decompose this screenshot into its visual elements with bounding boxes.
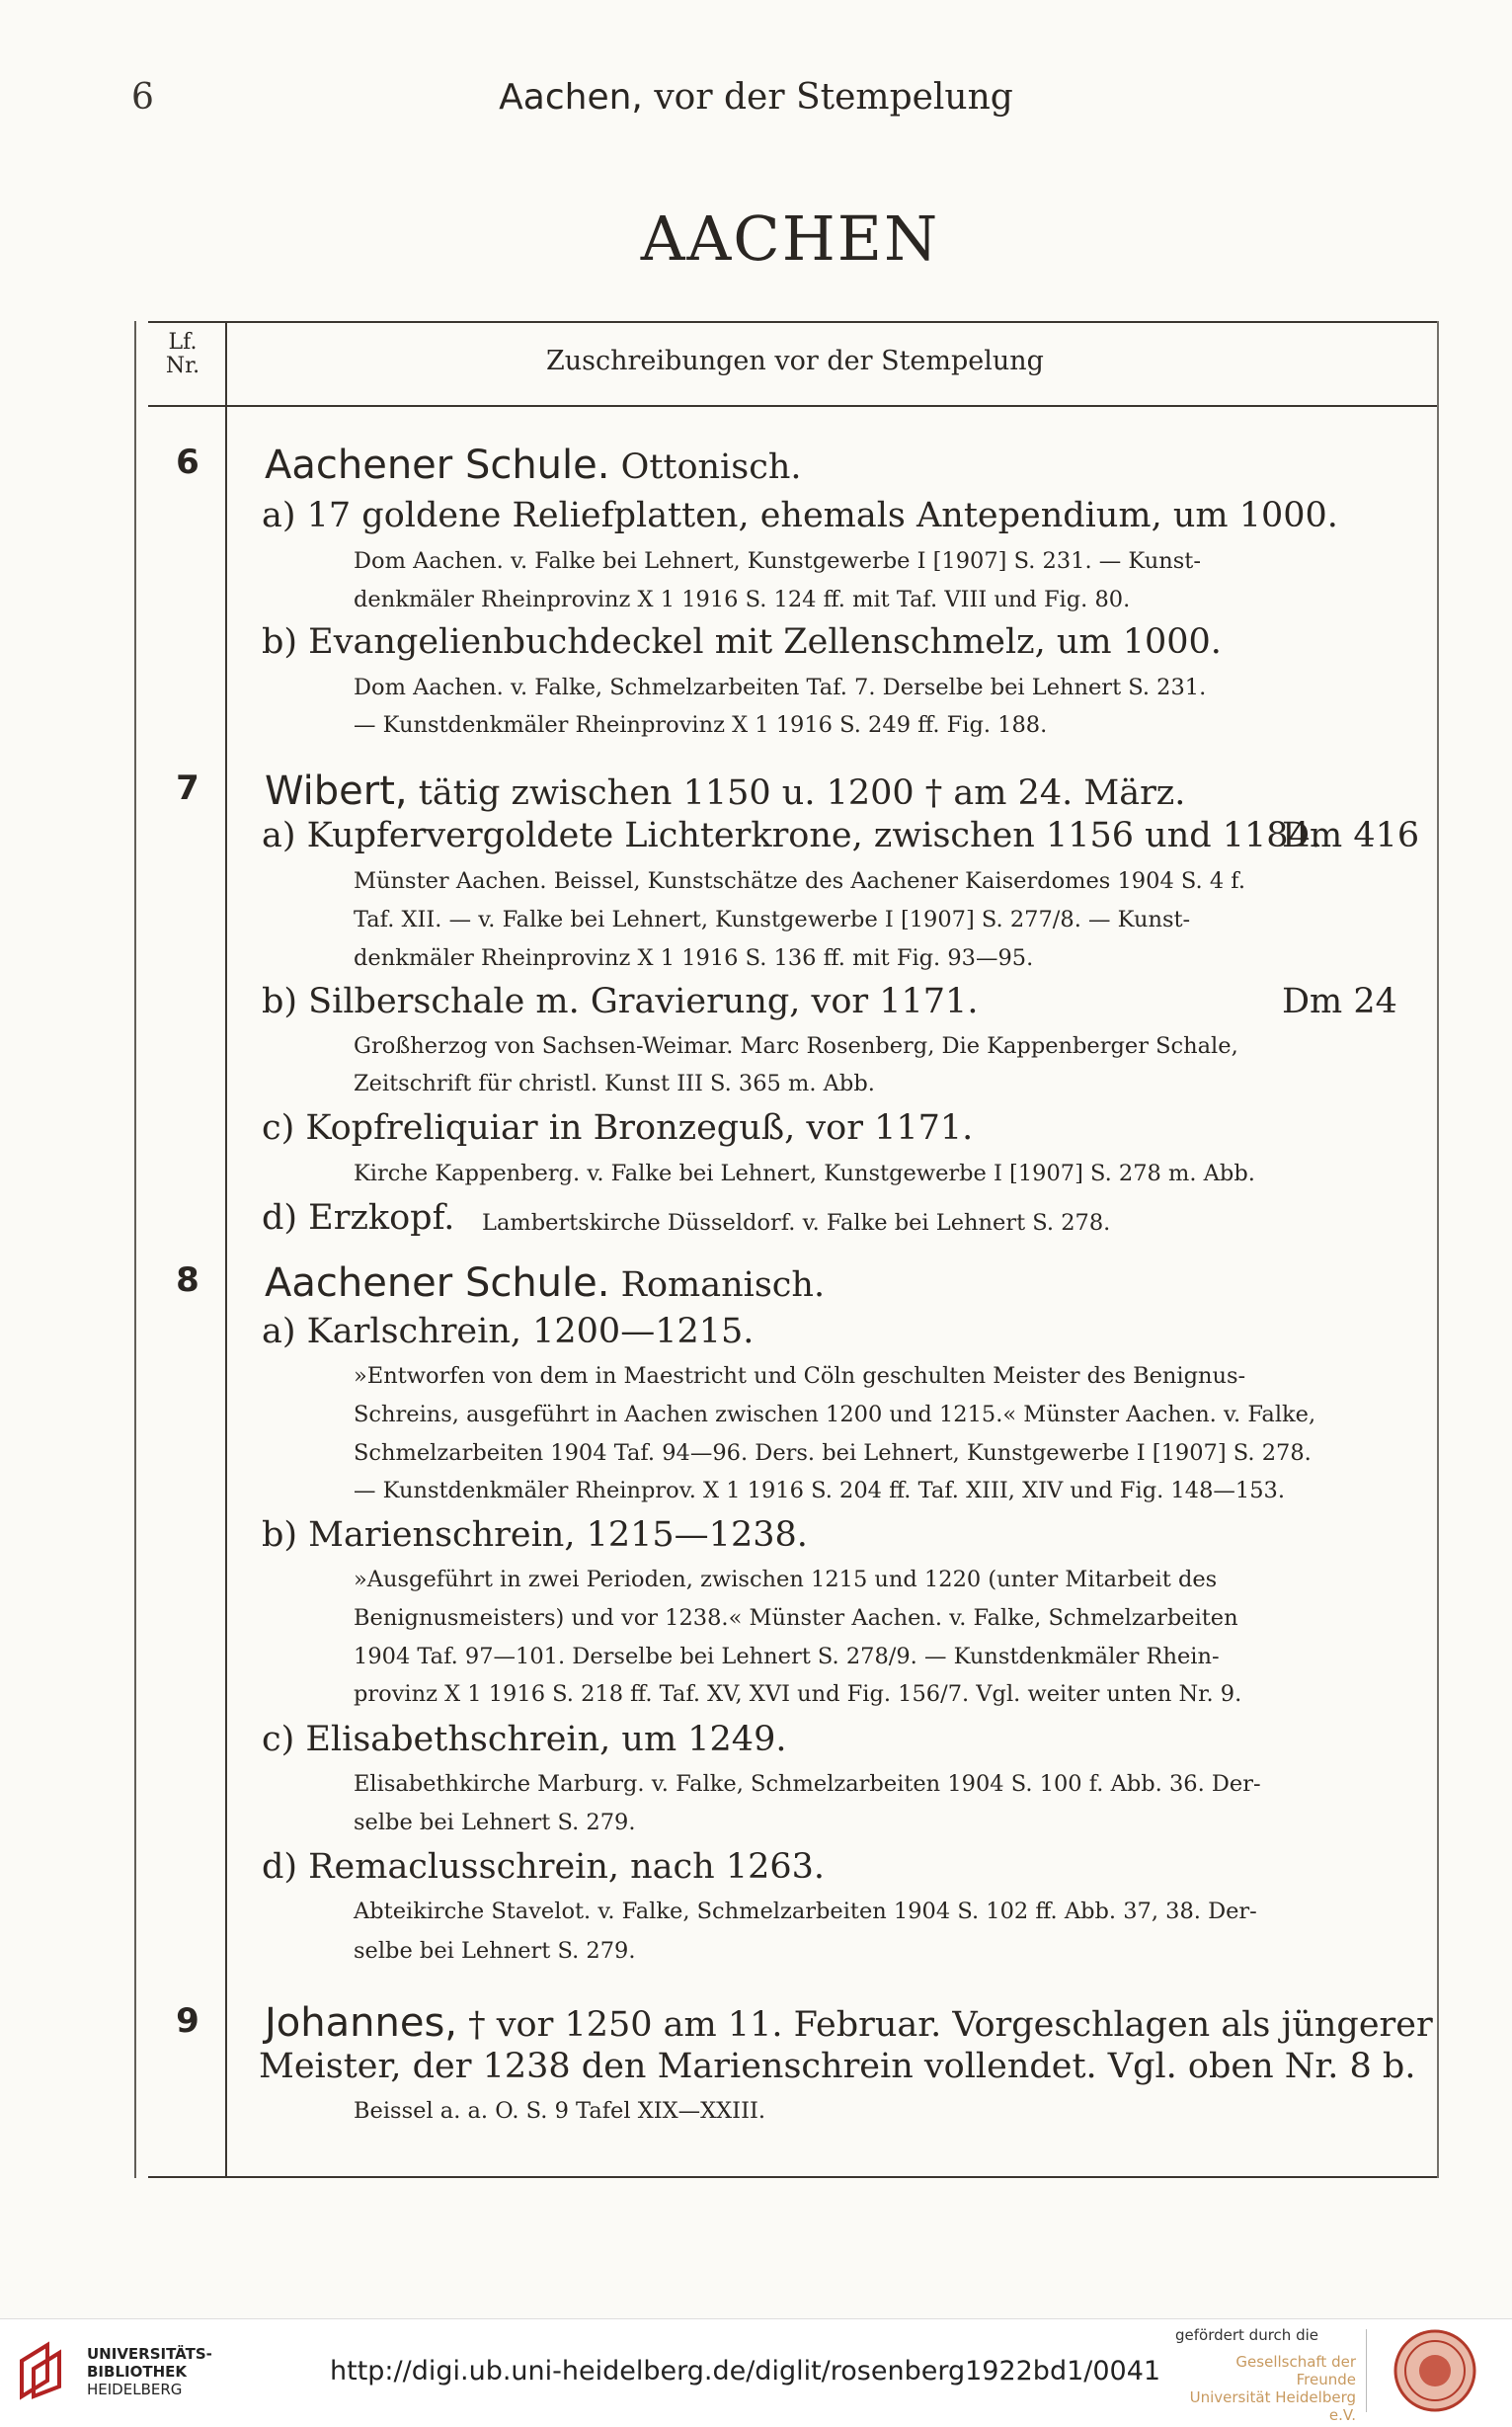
university-library-name: UNIVERSITÄTS- BIBLIOTHEK HEIDELBERG <box>87 2345 212 2398</box>
running-header-place: Aachen, <box>499 77 643 118</box>
item-reference: Elisabethkirche Marburg. v. Falke, Schmelzarbeiten 1904 S. 100 f. Abb. 36. Der- <box>354 1771 1261 1797</box>
item-reference: Benignusmeisters) und vor 1238.« Münster Aachen. v. Falke, Schmelzarbeiten <box>354 1605 1238 1631</box>
item-reference: Großherzog von Sachsen-Weimar. Marc Rosenberg, Die Kappenberger Schale, <box>354 1033 1238 1059</box>
item-reference: Zeitschrift für christl. Kunst III S. 365 m. Abb. <box>354 1071 875 1096</box>
item-dimension: Dm 24 <box>1282 982 1397 1021</box>
item-reference: selbe bei Lehnert S. 279. <box>354 1810 636 1835</box>
item-title: d) Remaclusschrein, nach 1263. <box>262 1847 826 1887</box>
item-title: d) Erzkopf. <box>262 1198 455 1238</box>
entry-continuation: Meister, der 1238 den Marienschrein vollendet. Vgl. oben Nr. 8 b. <box>259 2047 1416 2086</box>
item-reference: Münster Aachen. Beissel, Kunstschätze des Aachener Kaiserdomes 1904 S. 4 f. <box>354 868 1245 894</box>
item-reference: 1904 Taf. 97—101. Derselbe bei Lehnert S. 278/9. — Kunstdenkmäler Rhein- <box>354 1644 1220 1669</box>
item-title: b) Silberschale m. Gravierung, vor 1171. <box>262 982 979 1021</box>
entry-number: 8 <box>176 1260 199 1300</box>
item-reference: denkmäler Rheinprovinz X 1 1916 S. 136 ff. mit Fig. 93—95. <box>354 945 1034 971</box>
item-reference: Dom Aachen. v. Falke, Schmelzarbeiten Taf. 7. Derselbe bei Lehnert S. 231. <box>354 675 1207 700</box>
running-header-subtitle: vor der Stempelung <box>654 77 1013 118</box>
item-reference: — Kunstdenkmäler Rheinprovinz X 1 1916 S. 249 ff. Fig. 188. <box>354 712 1048 738</box>
item-title: c) Elisabethschrein, um 1249. <box>262 1720 787 1759</box>
university-library-logo <box>18 2341 79 2400</box>
item-reference: provinz X 1 1916 S. 218 ff. Taf. XV, XVI und Fig. 156/7. Vgl. weiter unten Nr. 9. <box>354 1681 1242 1707</box>
item-title: b) Evangelienbuchdeckel mit Zellenschmelz, um 1000. <box>262 622 1222 662</box>
item-title: a) Kupfervergoldete Lichterkrone, zwischen 1156 und 1184. <box>262 816 1321 855</box>
item-title: a) 17 goldene Reliefplatten, ehemals Antependium, um 1000. <box>262 496 1338 535</box>
item-reference: Schmelzarbeiten 1904 Taf. 94—96. Ders. bei Lehnert, Kunstgewerbe I [1907] S. 278. <box>354 1440 1312 1466</box>
item-reference: Taf. XII. — v. Falke bei Lehnert, Kunstgewerbe I [1907] S. 277/8. — Kunst- <box>354 907 1191 932</box>
running-header <box>0 77 1512 118</box>
entry-heading: Johannes, † vor 1250 am 11. Februar. Vorgeschlagen als jüngerer <box>265 2000 1433 2046</box>
permalink-url[interactable]: http://digi.ub.uni-heidelberg.de/diglit/rosenberg1922bd1/0041 <box>330 2356 1161 2387</box>
item-reference: Schreins, ausgeführt in Aachen zwischen 1200 und 1215.« Münster Aachen. v. Falke, <box>354 1402 1316 1427</box>
item-reference: Kirche Kappenberg. v. Falke bei Lehnert, Kunstgewerbe I [1907] S. 278 m. Abb. <box>354 1161 1255 1186</box>
item-title: c) Kopfreliquiar in Bronzeguß, vor 1171. <box>262 1108 974 1148</box>
entry-heading: Aachener Schule. Ottonisch. <box>265 443 802 488</box>
society-seal-icon <box>1393 2328 1477 2413</box>
entry-number: 9 <box>176 2001 199 2041</box>
column-header: Zuschreibungen vor der Stempelung <box>546 346 1044 376</box>
entry-heading: Aachener Schule. Romanisch. <box>265 1260 826 1306</box>
item-reference: selbe bei Lehnert S. 279. <box>354 1938 636 1964</box>
item-reference: denkmäler Rheinprovinz X 1 1916 S. 124 ff. mit Taf. VIII und Fig. 80. <box>354 587 1131 612</box>
item-title: b) Marienschrein, 1215—1238. <box>262 1515 808 1555</box>
item-reference: Abteikirche Stavelot. v. Falke, Schmelzarbeiten 1904 S. 102 ff. Abb. 37, 38. Der- <box>354 1899 1257 1924</box>
lf-nr-header: Lf. Nr. <box>165 330 200 378</box>
sponsor-society: Gesellschaft der Freunde Universität Heidelberg e.V. <box>1189 2353 1356 2424</box>
item-reference: — Kunstdenkmäler Rheinprov. X 1 1916 S. 204 ff. Taf. XIII, XIV und Fig. 148—153. <box>354 1478 1285 1503</box>
entry-number: 7 <box>176 769 199 808</box>
sponsor-label: gefördert durch die <box>1175 2326 1318 2344</box>
item-reference: Dom Aachen. v. Falke bei Lehnert, Kunstgewerbe I [1907] S. 231. — Kunst- <box>354 548 1201 574</box>
footer-divider <box>1366 2329 1367 2412</box>
entry-heading: Wibert, tätig zwischen 1150 u. 1200 † am 24. März. <box>265 769 1186 814</box>
item-reference: »Ausgeführt in zwei Perioden, zwischen 1215 und 1220 (unter Mitarbeit des <box>354 1567 1218 1592</box>
entry-number: 6 <box>176 443 199 482</box>
item-dimension: Dm 416 <box>1282 816 1420 855</box>
item-reference: Beissel a. a. O. S. 9 Tafel XIX—XXIII. <box>354 2098 765 2124</box>
page-title: AACHEN <box>640 202 940 275</box>
page-number: 6 <box>131 77 154 118</box>
item-reference: »Entworfen von dem in Maestricht und Cöln geschulten Meister des Benignus- <box>354 1363 1246 1389</box>
item-reference: Lambertskirche Düsseldorf. v. Falke bei Lehnert S. 278. <box>482 1210 1111 1236</box>
item-title: a) Karlschrein, 1200—1215. <box>262 1312 755 1351</box>
